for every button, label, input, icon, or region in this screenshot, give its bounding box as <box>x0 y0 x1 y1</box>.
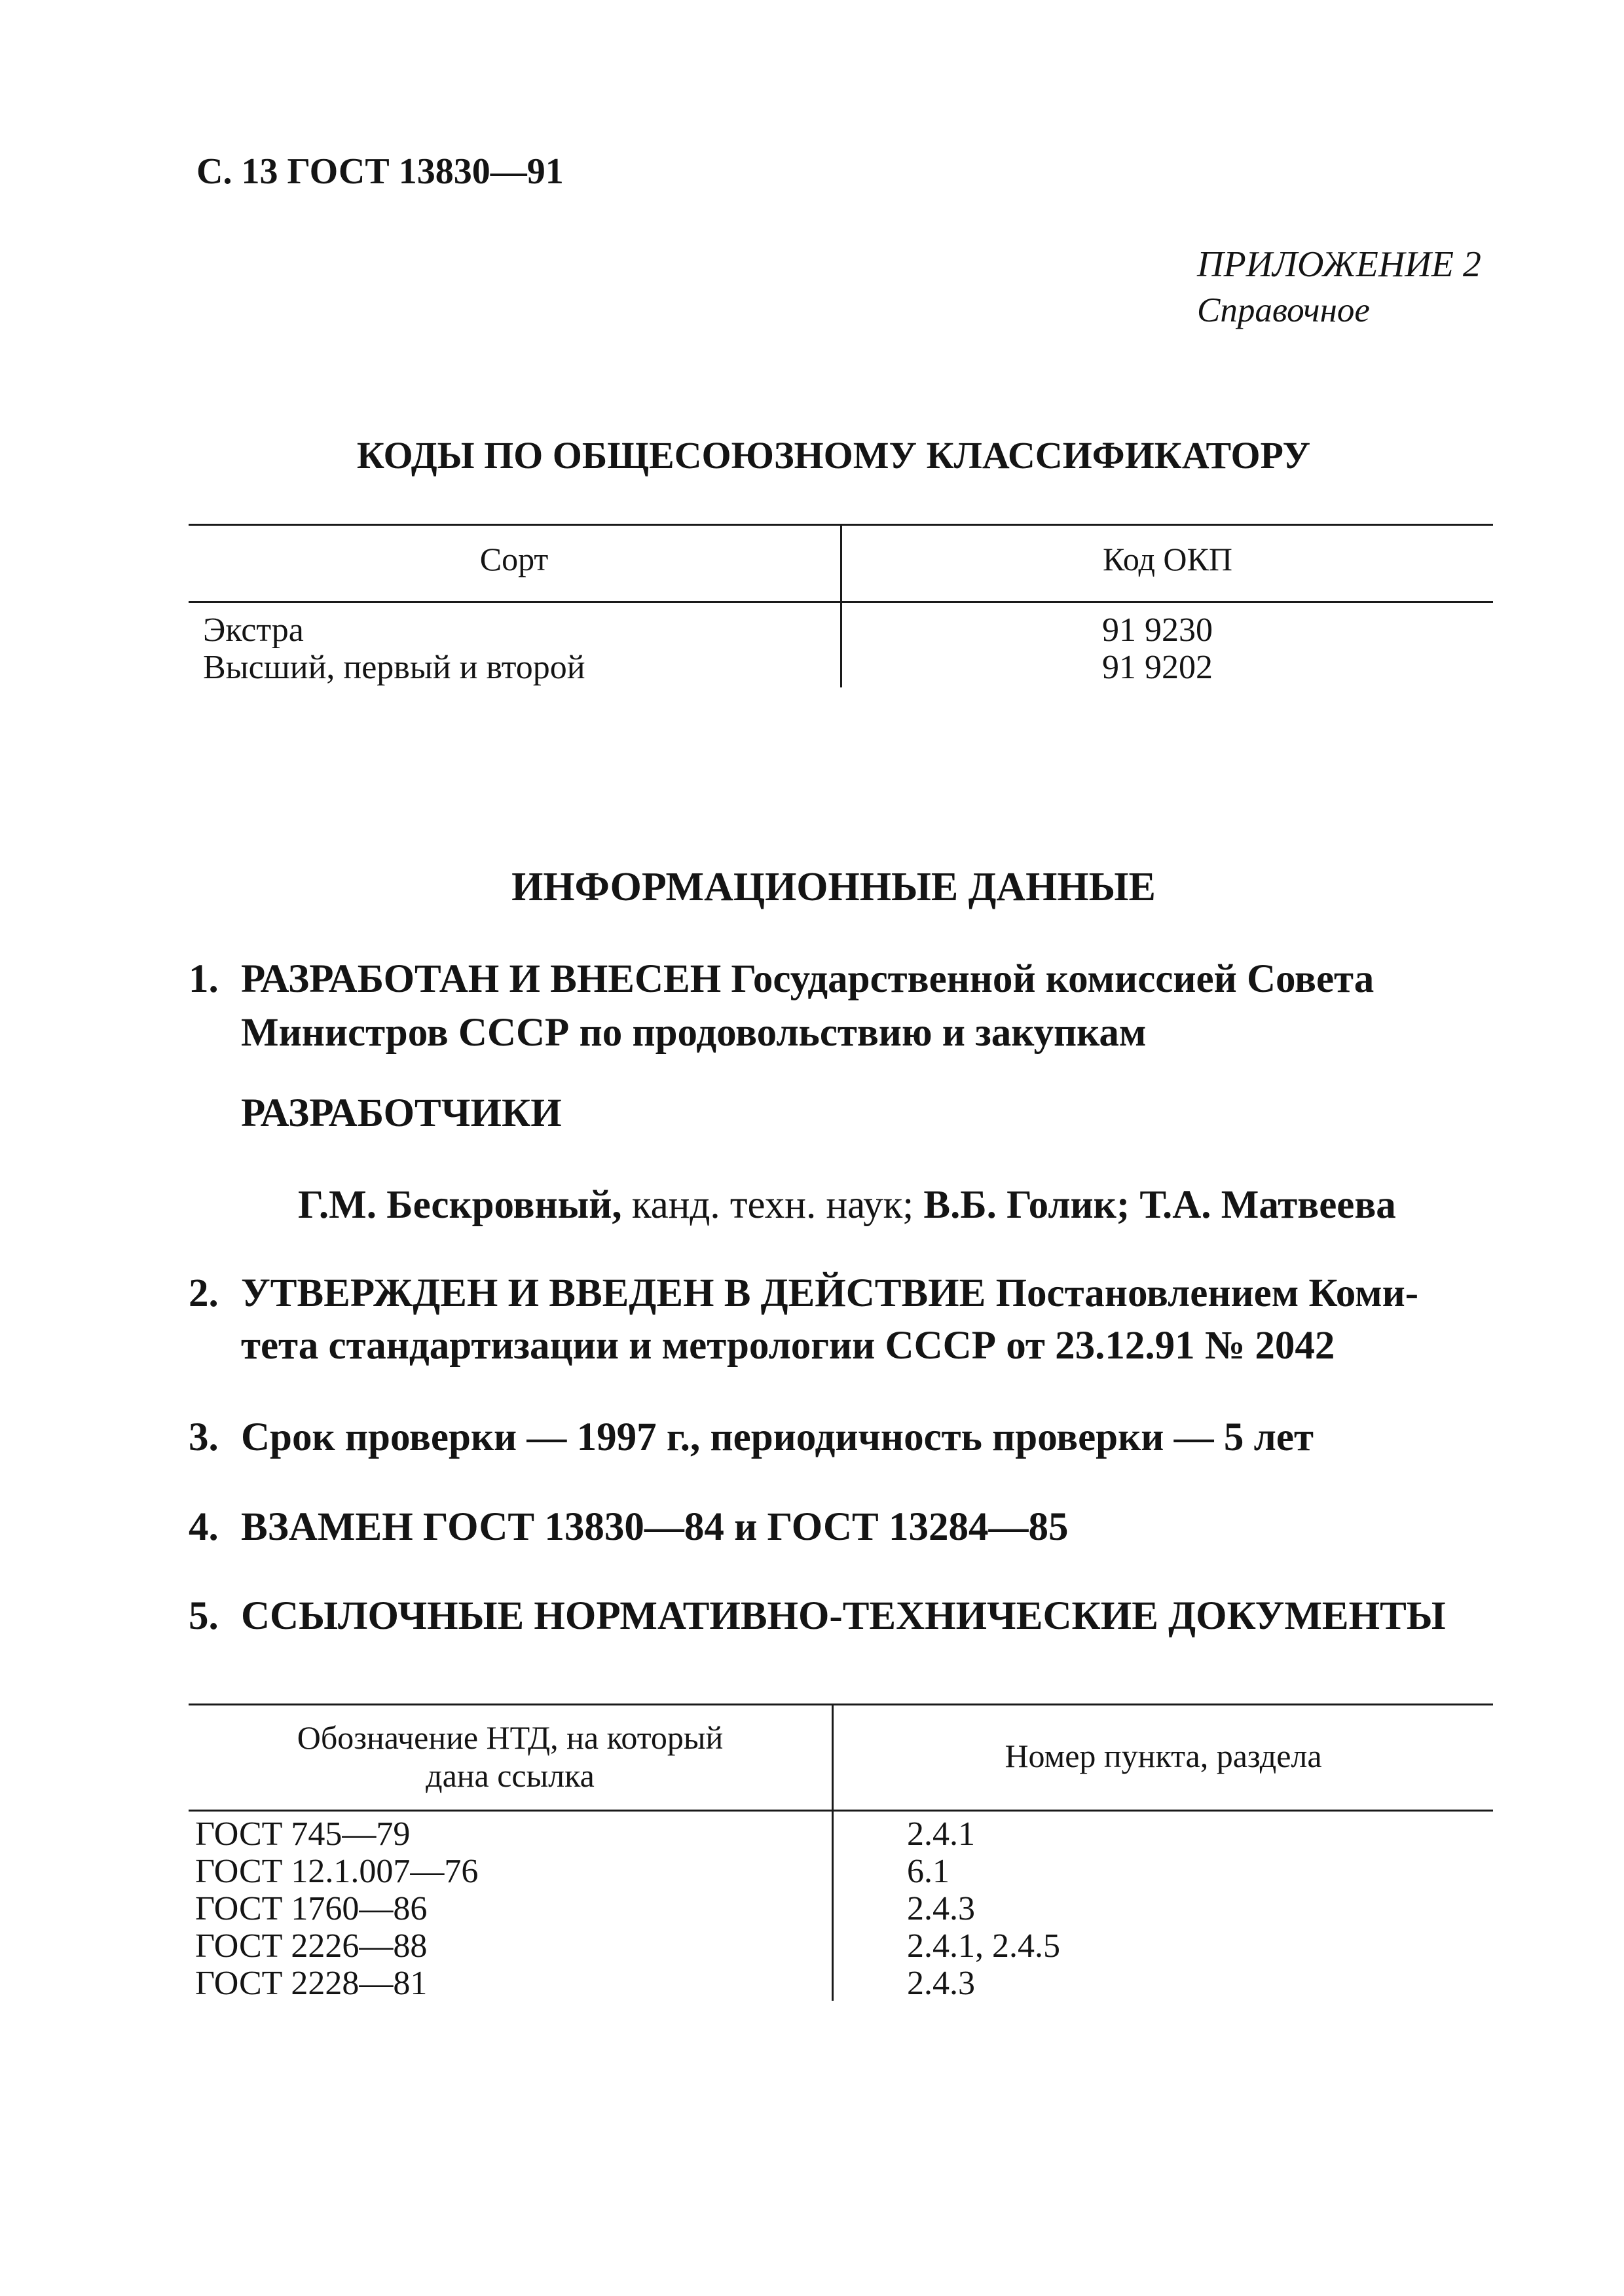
item-text: Срок проверки — 1997 г., периодичность проверки — 5 лет <box>241 1415 1314 1459</box>
column-header-grade: Сорт <box>479 541 549 577</box>
item-text: Министров СССР по продовольствию и закупкам <box>241 1011 1147 1055</box>
annex-title: ПРИЛОЖЕНИЕ 2 <box>1197 244 1481 285</box>
header-rule <box>189 601 1493 603</box>
item-text: Постановлением Коми- <box>995 1271 1419 1315</box>
developer-name: Г.М. Бескровный, <box>298 1183 622 1227</box>
table-row-doc: ГОСТ 12.1.007—76 <box>195 1853 479 1890</box>
table-row-doc: ГОСТ 2226—88 <box>195 1927 428 1965</box>
table-row-clause: 2.4.1, 2.4.5 <box>907 1927 1060 1965</box>
column-header-clause: Номер пункта, раздела <box>1005 1738 1322 1774</box>
info-title: ИНФОРМАЦИОННЫЕ ДАННЫЕ <box>511 865 1156 909</box>
item-text: Государственной комиссией Совета <box>731 957 1375 1001</box>
developer-name: В.Б. Голик; <box>923 1183 1130 1227</box>
column-header-document <box>190 1719 830 1795</box>
item-number: 2. <box>189 1271 219 1315</box>
table-row-doc: ГОСТ 1760—86 <box>195 1890 428 1927</box>
item-text: тета стандартизации и метрологии СССР от 23.12.91 № 2042 <box>241 1324 1335 1368</box>
header-rule <box>189 1810 1493 1812</box>
classifier-title: КОДЫ ПО ОБЩЕСОЮЗНОМУ КЛАССИФИКАТОРУ <box>356 434 1311 477</box>
page-header: С. 13 ГОСТ 13830—91 <box>196 151 564 192</box>
item-lead: УТВЕРЖДЕН И ВВЕДЕН В ДЕЙСТВИЕ <box>241 1271 986 1315</box>
developer-name: Т.А. Матвеева <box>1139 1183 1396 1227</box>
annex-type: Справочное <box>1197 291 1370 329</box>
table-row-clause: 2.4.1 <box>907 1815 975 1853</box>
table-row-doc: ГОСТ 745—79 <box>195 1815 411 1853</box>
item-text: ССЫЛОЧНЫЕ НОРМАТИВНО-ТЕХНИЧЕСКИЕ ДОКУМЕНТЫ <box>241 1594 1446 1638</box>
table-row-doc: ГОСТ 2228—81 <box>195 1965 428 2002</box>
developers-label: РАЗРАБОТЧИКИ <box>241 1091 562 1135</box>
header-line: Обозначение НТД, на который <box>297 1719 724 1756</box>
item-lead: РАЗРАБОТАН И ВНЕСЕН <box>241 957 722 1001</box>
table-row-clause: 2.4.3 <box>907 1965 975 2002</box>
header-line: дана ссылка <box>426 1757 595 1794</box>
table-top-rule <box>189 1704 1493 1705</box>
table-row-code: 91 9230 <box>1102 611 1213 649</box>
table-row-grade: Экстра <box>203 611 304 649</box>
item-number: 1. <box>189 957 219 1001</box>
developers-list <box>298 1178 1396 1232</box>
column-divider <box>832 1705 834 2001</box>
item-number: 3. <box>189 1415 219 1459</box>
item-number: 5. <box>189 1594 219 1638</box>
item-number: 4. <box>189 1505 219 1549</box>
column-header-okp-code: Код ОКП <box>1103 541 1232 577</box>
developer-title: канд. техн. наук; <box>631 1183 914 1227</box>
table-row-clause: 6.1 <box>907 1853 950 1890</box>
table-row-clause: 2.4.3 <box>907 1890 975 1927</box>
column-divider <box>840 525 842 687</box>
table-row-grade: Высший, первый и второй <box>203 649 585 686</box>
table-row-code: 91 9202 <box>1102 649 1213 686</box>
item-text: ВЗАМЕН ГОСТ 13830—84 и ГОСТ 13284—85 <box>241 1505 1069 1549</box>
